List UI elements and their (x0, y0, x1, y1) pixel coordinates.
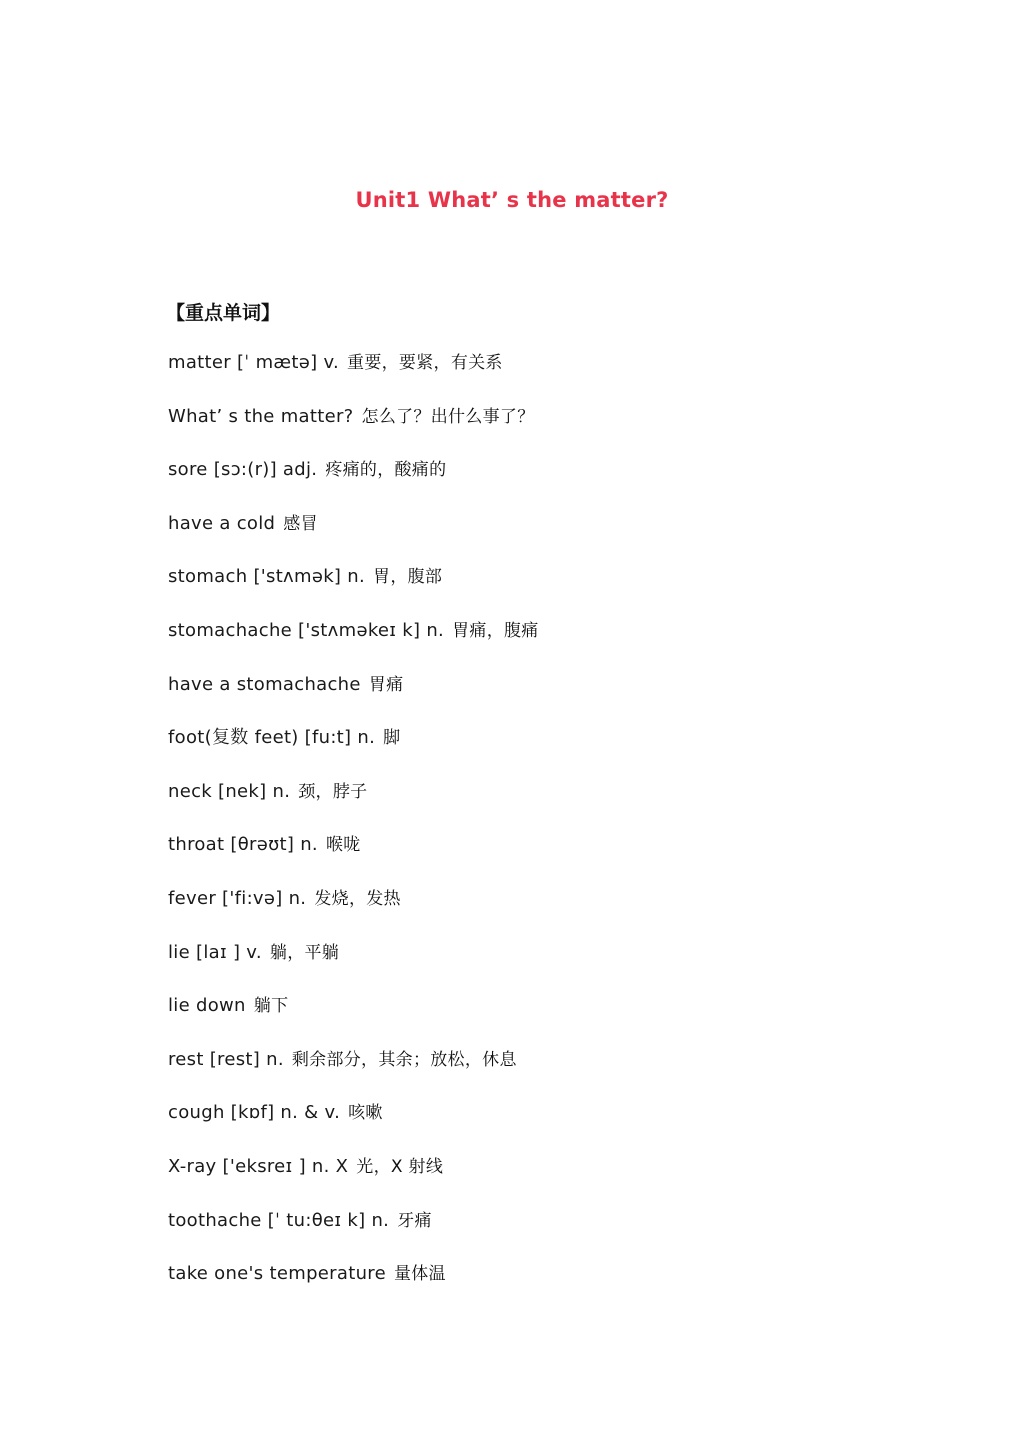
vocabulary-entry (168, 511, 539, 565)
entry-english: X-ray ['eksreɪ ] n. X (168, 1155, 349, 1177)
entry-english: have a stomachache (168, 673, 361, 695)
entry-english: lie down (168, 995, 246, 1017)
entry-chinese: 发烧，发热 (314, 888, 401, 909)
entry-chinese: 脚 (383, 728, 401, 749)
entry-english: stomachache ['stʌməkeɪ k] n. (168, 619, 445, 641)
entry-chinese: 躺，平躺 (269, 942, 340, 963)
entry-chinese: 重要，要紧，有关系 (347, 353, 503, 373)
entry-chinese: 胃痛，腹痛 (452, 620, 539, 641)
vocabulary-entry (168, 940, 539, 994)
vocabulary-entry (168, 672, 539, 726)
vocabulary-entry (168, 1261, 539, 1315)
entry-english: cough [kɒf] n. & v. (168, 1102, 341, 1124)
entry-english: toothache [ˈ tu:θeɪ k] n. (168, 1209, 390, 1231)
entry-english: rest [rest] n. (168, 1048, 284, 1070)
entry-english: foot(复数 feet) [fu:t] n. (168, 727, 376, 749)
entry-chinese: 怎么了？出什么事了？ (361, 406, 535, 427)
vocabulary-entry (168, 404, 539, 458)
entry-english: sore [sɔ:(r)] adj. (168, 459, 318, 481)
vocabulary-list (168, 350, 539, 1315)
entry-chinese: 胃痛 (368, 674, 404, 695)
vocabulary-entry (168, 1047, 539, 1101)
entry-chinese: 躺下 (253, 996, 289, 1017)
vocabulary-entry (168, 618, 539, 672)
entry-chinese: 颈，脖子 (298, 781, 368, 802)
vocabulary-entry (168, 886, 539, 940)
vocabulary-entry (168, 457, 539, 511)
vocabulary-entry (168, 993, 539, 1047)
entry-english: What’ s the matter? (168, 405, 354, 427)
entry-english: fever ['fi:və] n. (168, 887, 307, 909)
entry-english: matter [ˈ mætə] v. (168, 352, 340, 373)
entry-english: throat [θrəʊt] n. (168, 834, 318, 856)
vocabulary-entry (168, 564, 539, 618)
entry-chinese: 牙痛 (397, 1210, 432, 1231)
section-heading: 【重点单词】 (166, 302, 281, 324)
entry-english: stomach ['stʌmək] n. (168, 566, 366, 588)
entry-english: take one's temperature (168, 1263, 386, 1285)
vocabulary-entry (168, 350, 539, 404)
vocabulary-entry (168, 779, 539, 833)
vocabulary-entry (168, 725, 539, 779)
entry-english: lie [laɪ ] v. (168, 941, 262, 963)
vocabulary-entry (168, 1100, 539, 1154)
entry-chinese: 喉咙 (325, 835, 361, 856)
entry-chinese: 胃，腹部 (373, 567, 443, 588)
entry-chinese: 感冒 (283, 513, 318, 534)
entry-chinese: 量体温 (393, 1264, 446, 1285)
entry-chinese: 咳嗽 (348, 1103, 383, 1124)
vocabulary-entry (168, 832, 539, 886)
vocabulary-entry (168, 1154, 539, 1208)
entry-english: have a cold (168, 512, 276, 534)
page-title: Unit1 What’ s the matter? (355, 188, 669, 212)
entry-chinese: 疼痛的，酸痛的 (325, 460, 447, 481)
entry-chinese: 光，X 射线 (356, 1156, 444, 1177)
entry-english: neck [nek] n. (168, 780, 291, 802)
entry-chinese: 剩余部分，其余；放松，休息 (291, 1049, 517, 1070)
vocabulary-entry (168, 1208, 539, 1262)
